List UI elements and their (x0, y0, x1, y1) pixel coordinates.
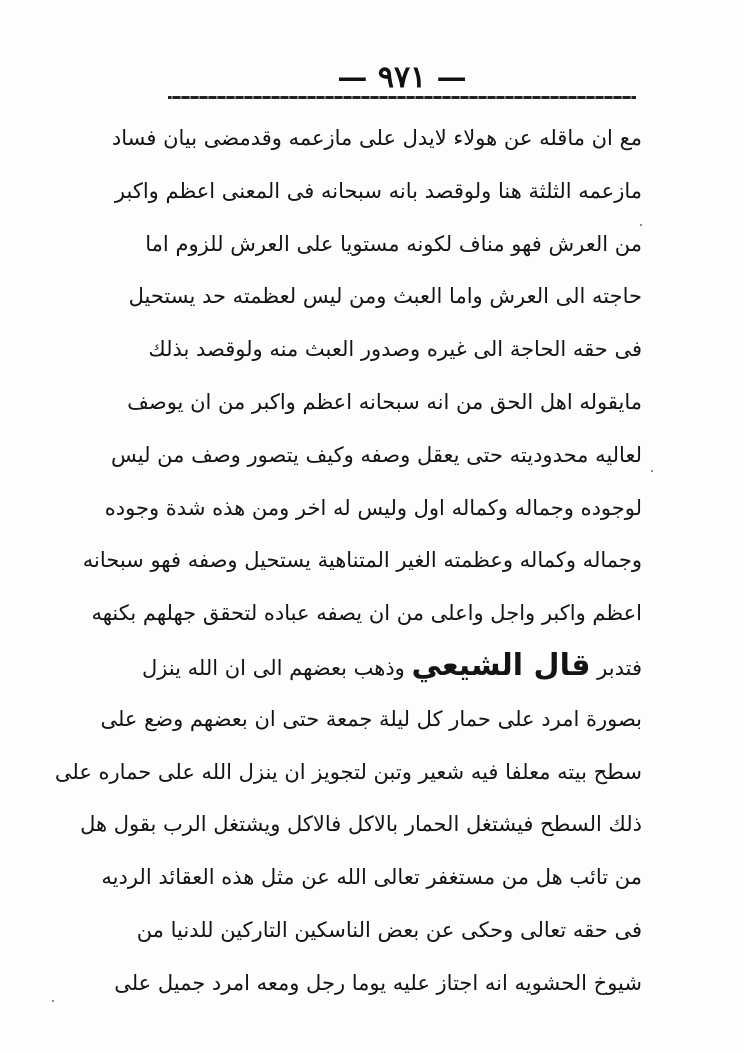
scan-speck (52, 1000, 54, 1002)
scan-speck (651, 470, 653, 472)
text-line: وجماله وكماله وعظمته الغير المتناهية يستحيل وصفه فهو سبحانه (82, 548, 642, 573)
text-line: لوجوده وجماله وكماله اول وليس له اخر ومن هذه شدة وجوده (104, 495, 642, 520)
text-line: من تائب هل من مستغفر تعالى الله عن مثل هذه العقائد الرديه (101, 865, 642, 890)
scan-speck (640, 224, 642, 226)
line-prefix: فتدبر (590, 655, 642, 680)
page-number: — ٩٧١ — (337, 60, 467, 95)
text-line: سطح بيته معلفا فيه شعير وتبن لتجويز ان ينزل الله على حماره على (54, 759, 642, 784)
text-line: اعظم واكبر واجل واعلى من ان يصفه عباده لتحقق جهلهم بكنهه (91, 601, 642, 626)
text-line: شيوخ الحشويه انه اجتاز عليه يوما رجل ومعه امرد جميل على (114, 970, 642, 995)
speaker-heading: قال الشيعي (411, 647, 591, 683)
text-line: فى حقه الحاجة الى غيره وصدور العبث منه ولوقصد بذلك (148, 337, 642, 362)
text-line: لعاليه محدوديته حتى يعقل وصفه وكيف يتصور وصف من ليس (111, 442, 642, 467)
text-line: مايقوله اهل الحق من انه سبحانه اعظم واكبر من ان يوصف (127, 389, 642, 414)
line-suffix: وذهب بعضهم الى ان الله ينزل (141, 655, 412, 680)
body-text (54, 112, 642, 1010)
header-rule (168, 96, 636, 99)
text-line-with-speaker (141, 640, 642, 693)
text-line: بصورة امرد على حمار كل ليلة جمعة حتى ان بعضهم وضع على (100, 706, 642, 731)
text-line: مع ان ماقله عن هولاء لايدل على مازعمه وقدمضى بيان فساد (111, 126, 642, 150)
text-line: من العرش فهو مناف لكونه مستويا على العرش للزوم اما (145, 231, 642, 256)
text-line: فى حقه تعالى وحكى عن بعض الناسكين التاركين للدنيا من (136, 917, 642, 942)
text-line: ذلك السطح فيشتغل الحمار بالاكل فالاكل ويشتغل الرب بقول هل (80, 812, 642, 837)
text-line: مازعمه الثلثة هنا ولوقصد بانه سبحانه فى المعنى اعظم واكبر (114, 178, 642, 203)
text-line: حاجته الى العرش واما العبث ومن ليس لعظمته حد يستحيل (128, 284, 642, 309)
page-header (168, 60, 636, 104)
